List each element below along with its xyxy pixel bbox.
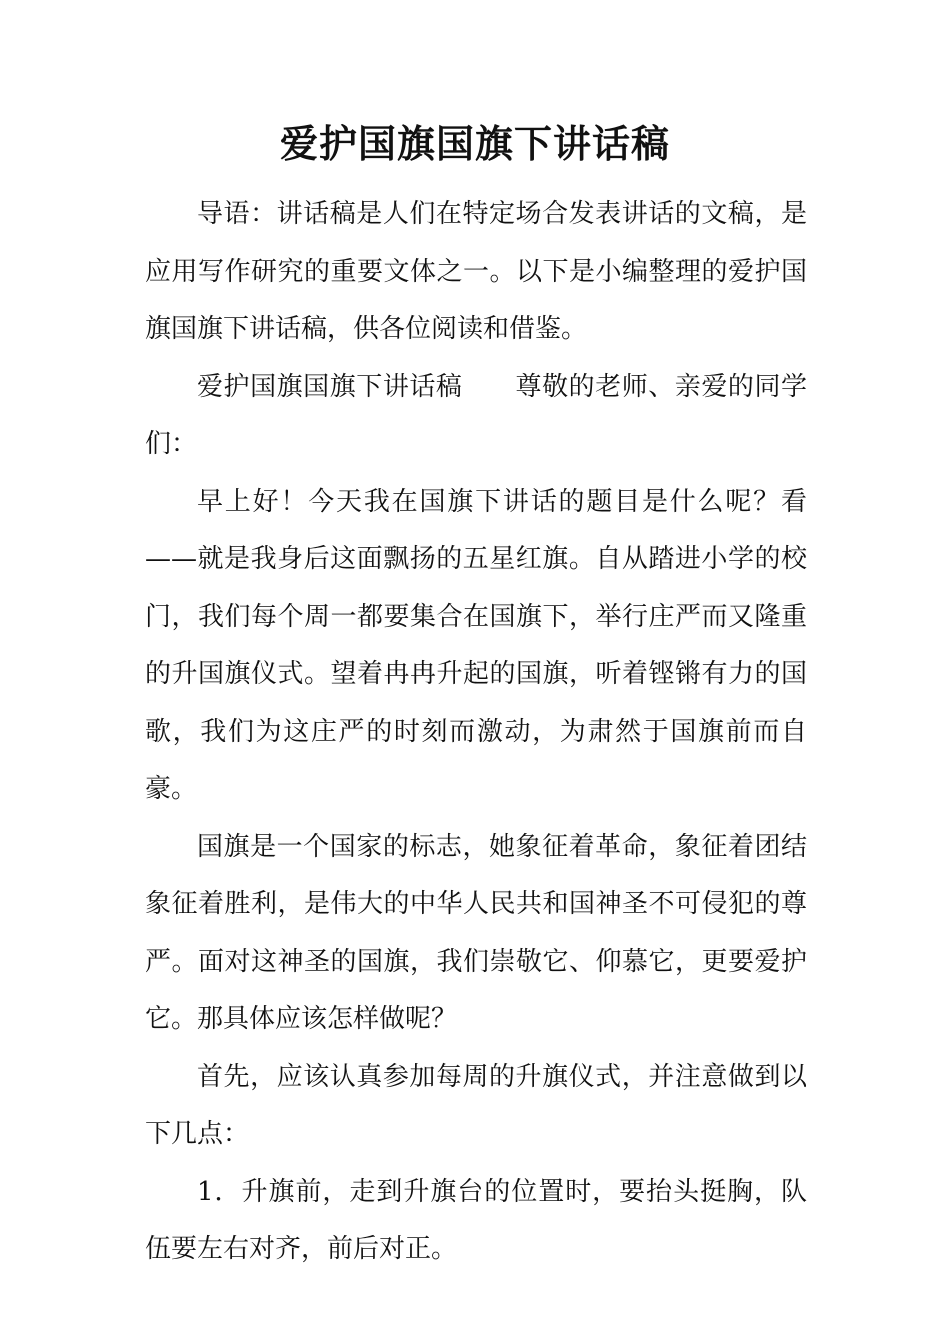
paragraph-opening: 早上好！今天我在国旗下讲话的题目是什么呢？看——就是我身后这面飘扬的五星红旗。自从踏进小学的校门，我们每个周一都要集合在国旗下，举行庄严而又隆重的升国旗仪式。望着冉冉升起的国旗，听着铿锵有力的国歌，我们为这庄严的时刻而激动，为肃然于国旗前而自豪。 bbox=[145, 486, 807, 804]
document-title: 爱护国旗国旗下讲话稿 bbox=[279, 121, 670, 166]
paragraph-first-point: 首先，应该认真参加每周的升旗仪式，并注意做到以下几点： bbox=[145, 1061, 807, 1149]
paragraph-flag-meaning: 国旗是一个国家的标志，她象征着革命，象征着团结象征着胜利，是伟大的中华人民共和国神圣不可侵犯的尊严。面对这神圣的国旗，我们崇敬它、仰慕它，更要爱护它。那具体应该怎样做呢？ bbox=[145, 831, 807, 1034]
document-body bbox=[145, 186, 807, 1279]
paragraph-intro: 导语：讲话稿是人们在特定场合发表讲话的文稿，是应用写作研究的重要文体之一。以下是小编整理的爱护国旗国旗下讲话稿，供各位阅读和借鉴。 bbox=[145, 199, 807, 344]
paragraph-greeting: 爱护国旗国旗下讲话稿 尊敬的老师、亲爱的同学们： bbox=[145, 371, 807, 459]
paragraph-item-1: 1．升旗前，走到升旗台的位置时，要抬头挺胸，队伍要左右对齐，前后对正。 bbox=[145, 1176, 807, 1264]
